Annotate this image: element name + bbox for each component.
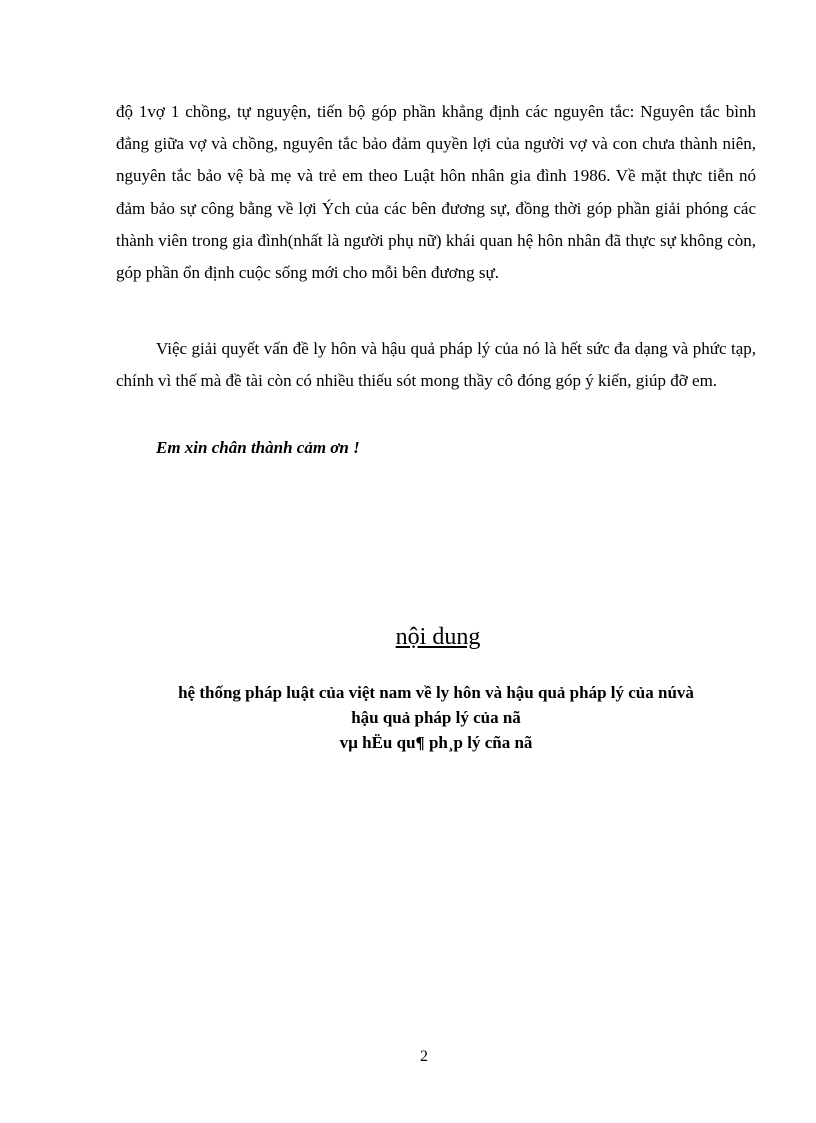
section-subtitle [116,680,756,755]
body-paragraph-2: Việc giải quyết vấn đề ly hôn và hậu quả pháp lý của nó là hết sức đa dạng và phức tạp, chính vì thế mà đề tài còn có nhiều thiếu sót mong thầy cô đóng góp ý kiến, giúp đỡ em. [116,339,756,391]
subtitle-line-3: vµ hËu qu¶ ph¸p lý cña nã [339,733,533,752]
closing-thanks: Em xin chân thành cảm ơn ! [156,438,360,457]
subtitle-line-1: hệ thống pháp luật của việt nam về ly hôn và hậu quả pháp lý của núvà [178,683,694,702]
body-paragraph-1: độ 1vợ 1 chồng, tự nguyện, tiến bộ góp phần khẳng định các nguyên tắc: Nguyên tắc bình đẳng giữa vợ và chồng, nguyên tắc bảo đảm quyền lợi của người vợ và con chưa thành niên, nguyên tắc bảo vệ bà mẹ và trẻ em theo Luật hôn nhân gia đình 1986. Về mặt thực tiễn nó đảm bảo sự công bằng về lợi Ých của các bên đương sự, đồng thời góp phần giải phóng các thành viên trong gia đình(nhất là người phụ nữ) khái quan hệ hôn nhân đã thực sự không còn, góp phần ổn định cuộc sống mới cho mỗi bên đương sự. [116,102,756,283]
subtitle-line-2: hậu quả pháp lý của nã [351,708,521,727]
section-heading: nội dung [395,624,481,650]
page-number: 2 [420,1048,428,1065]
